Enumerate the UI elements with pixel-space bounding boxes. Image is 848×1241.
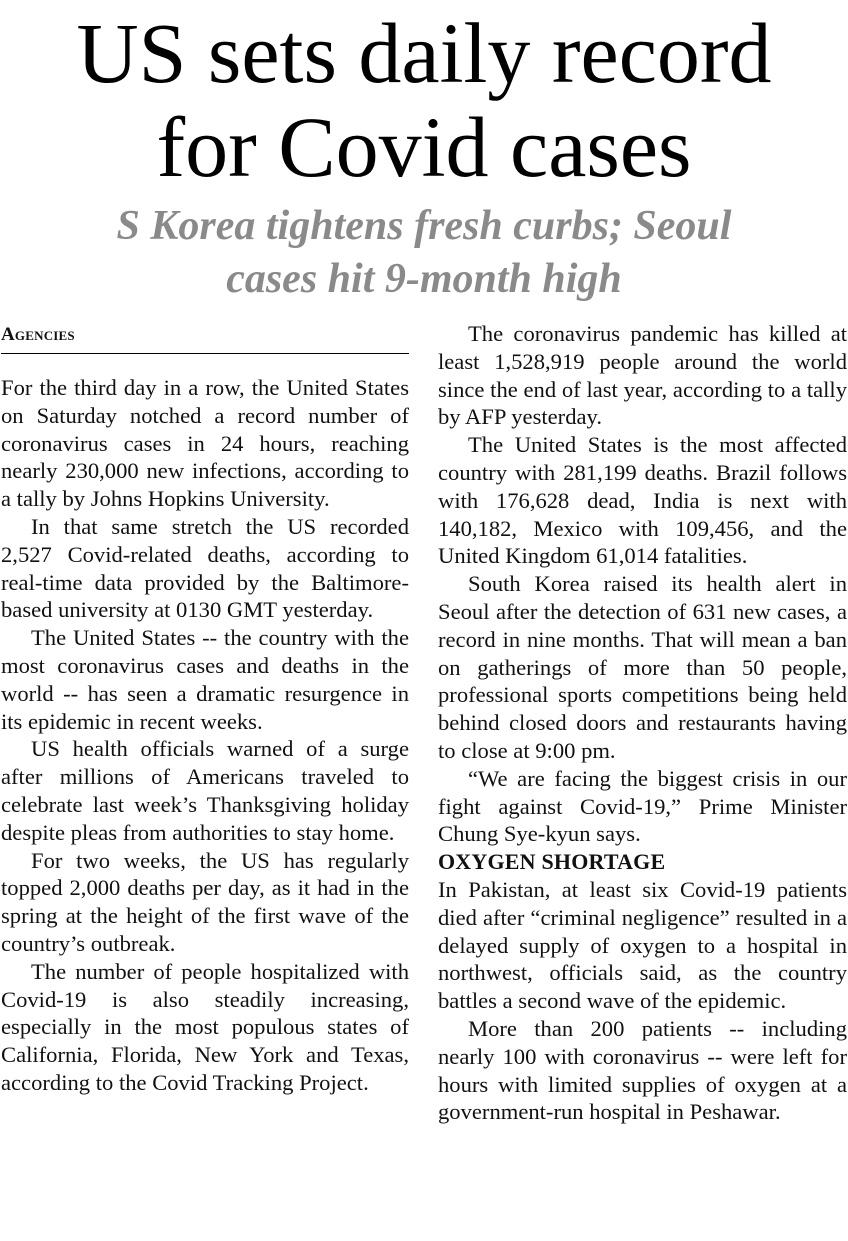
paragraph: The coronavirus pandemic has killed at least 1,528,919 people around the world since the end of last year, according to a tally by AFP yesterday. (438, 321, 847, 430)
paragraph: “We are facing the biggest crisis in our fight against Covid-19,” Prime Minister Chung Sye-kyun says. (438, 765, 847, 847)
right-column (438, 320, 847, 1126)
byline: Agencies (1, 320, 409, 354)
subheadline-line-2: cases hit 9-month high (226, 256, 622, 302)
headline-line-1: US sets daily record (76, 5, 772, 101)
headline-line-2: for Covid cases (156, 99, 692, 195)
paragraph: The United States -- the country with the most coronavirus cases and deaths in the world -- has seen a dramatic resurgence in its epidemic in recent weeks. (1, 625, 409, 734)
subheadline (0, 200, 848, 306)
paragraph: More than 200 patients -- including nearly 100 with coronavirus -- were left for hours with limited supplies of oxygen at a government-run hospital in Peshawar. (438, 1015, 847, 1125)
paragraph: For two weeks, the US has regularly topped 2,000 deaths per day, as it had in the spring at the height of the first wave of the country’s outbreak. (1, 847, 409, 956)
headline (0, 6, 848, 194)
paragraph: US health officials warned of a surge after millions of Americans traveled to celebrate last week’s Thanksgiving holiday despite pleas from authorities to stay home. (1, 736, 409, 845)
paragraph: South Korea raised its health alert in Seoul after the detection of 631 new cases, a record in nine months. That will mean a ban on gatherings of more than 50 people, professional sports competitions being held behind closed doors and restaurants having to close at 9:00 pm. (438, 571, 847, 763)
paragraph: The United States is the most affected country with 281,199 deaths. Brazil follows with 176,628 dead, India is next with 140,182, Mexico with 109,456, and the United Kingdom 61,014 fatalities. (438, 432, 847, 569)
left-column (1, 320, 409, 1097)
paragraph: For the third day in a row, the United States on Saturday notched a record number of coronavirus cases in 24 hours, reaching nearly 230,000 new infections, according to a tally by Johns Hopkins University. (1, 375, 409, 512)
paragraph: The number of people hospitalized with Covid-19 is also steadily increasing, especially in the most populous states of California, Florida, New York and Texas, according to the Covid Tracking Project. (1, 958, 409, 1095)
paragraph: In Pakistan, at least six Covid-19 patients died after “criminal negligence” resulted in a delayed supply of oxygen to a hospital in northwest, officials said, as the country battles a second wave of the epidemic. (438, 876, 847, 1014)
section-heading: OXYGEN SHORTAGE (438, 849, 666, 875)
subheadline-line-1: S Korea tightens fresh curbs; Seoul (116, 203, 732, 249)
paragraph: In that same stretch the US recorded 2,527 Covid-related deaths, according to real-time data provided by the Baltimore-based university at 0130 GMT yesterday. (1, 513, 409, 623)
